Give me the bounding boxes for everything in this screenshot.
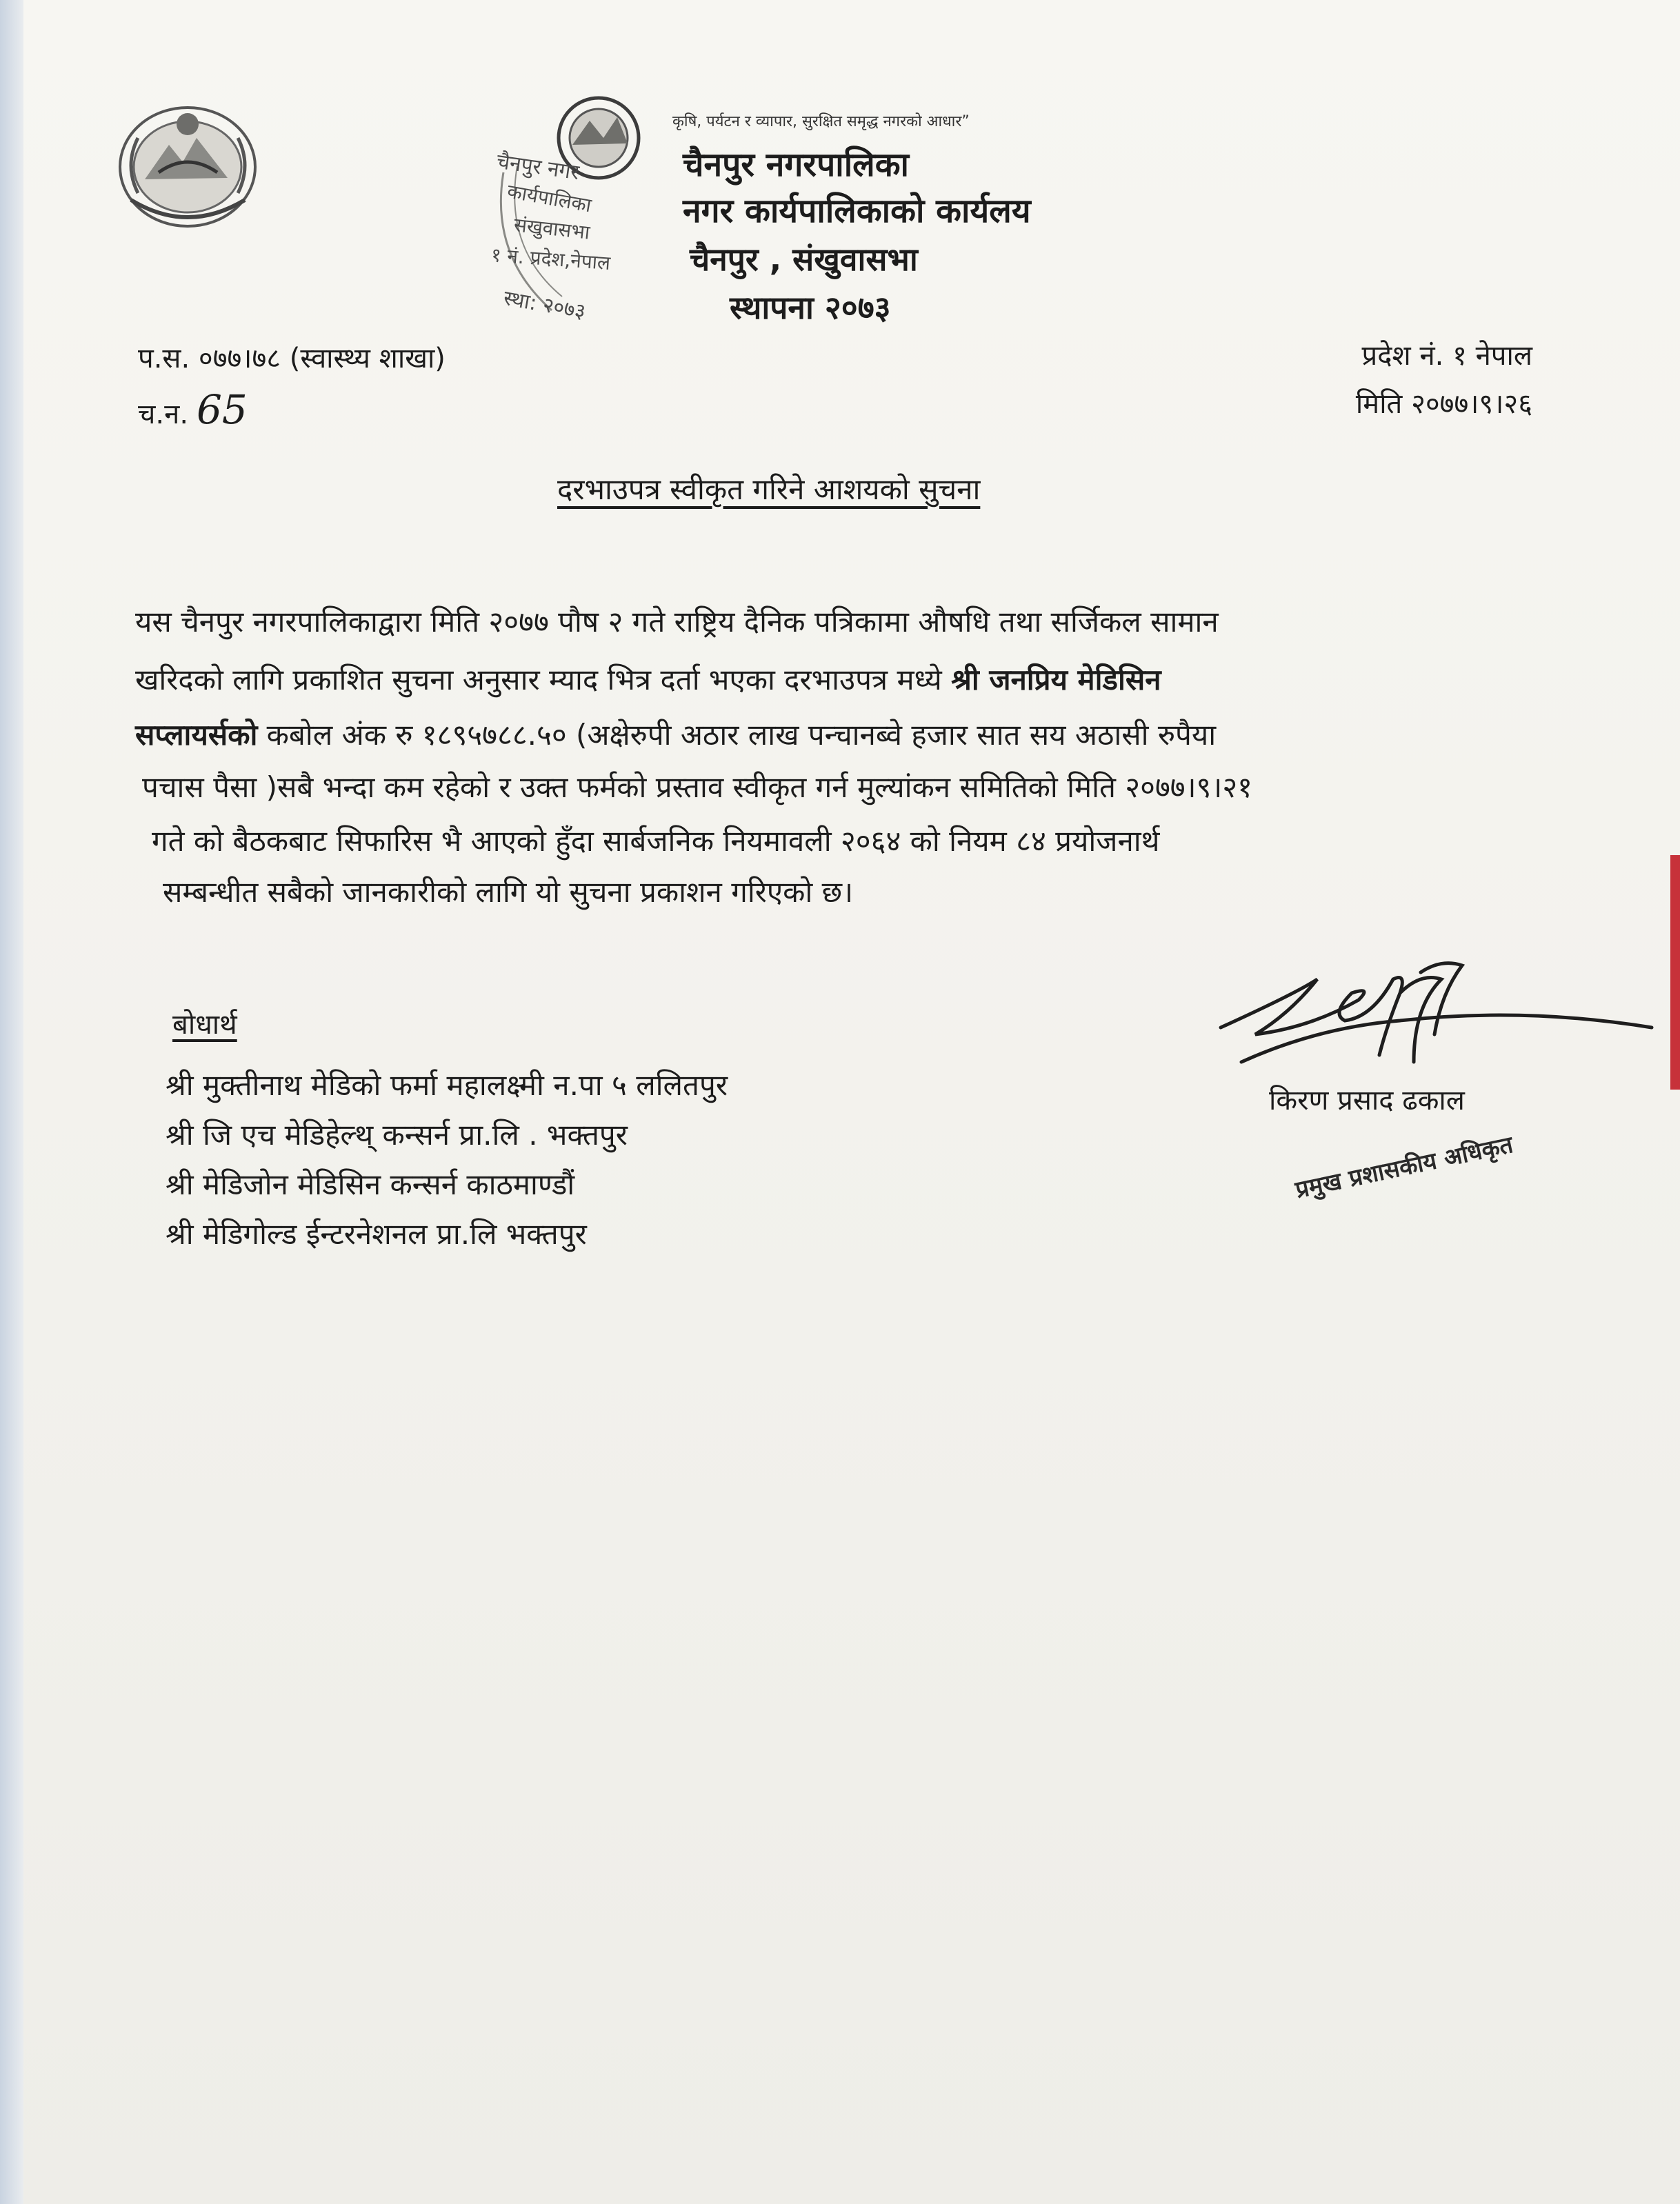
office-address: चैनपुर , संखुवासभा <box>690 241 918 278</box>
reference-number: प.स. ०७७।७८ (स्वास्थ्य शाखा) <box>138 343 446 374</box>
dispatch-number-handwritten: 65 <box>197 386 248 433</box>
body-line-6: सम्बन्धीत सबैको जानकारीको लागि यो सुचना प्रकाशन गरिएको छ। <box>163 875 853 909</box>
seal-text-line5: स्था: २०७३ <box>501 285 588 325</box>
cc-heading: बोधार्थ <box>172 1009 237 1041</box>
cc-item: श्री मुक्तीनाथ मेडिको फर्मा महालक्ष्मी न.पा ५ ललितपुर <box>166 1068 728 1102</box>
body-line-3 <box>135 714 1216 754</box>
seal-text-line3: संखुवासभा <box>512 213 591 244</box>
office-established: स्थापना २०७३ <box>730 289 891 326</box>
designation-stamp: प्रमुख प्रशासकीय अधिकृत <box>1292 1130 1516 1204</box>
dispatch-label: च.न. <box>138 399 189 430</box>
office-name: चैनपुर नगरपालिका <box>683 146 909 184</box>
seal-text-line2: कार्यपालिका <box>505 179 593 217</box>
body-line-3-text: कबोल अंक रु १८९५७८८.५० (अक्षेरुपी अठार लाख पन्चानब्वे हजार सात सय अठासी रुपैया <box>257 718 1217 752</box>
letterhead-slogan: कृषि, पर्यटन र व्यापार, सुरक्षित समृद्ध नगरको आधार” <box>672 113 970 130</box>
scan-edge-right <box>1670 855 1680 1090</box>
body-line-2-text: खरिदको लागि प्रकाशित सुचना अनुसार म्याद भित्र दर्ता भएका दरभाउपत्र मध्ये <box>135 663 952 697</box>
body-line-5: गते को बैठकबाट सिफारिस भै आएको हुँदा सार्बजनिक नियमावली २०६४ को नियम ८४ प्रयोजनार्थ <box>152 824 1160 858</box>
body-line-4: पचास पैसा )सबै भन्दा कम रहेको र उक्त फर्मको प्रस्ताव स्वीकृत गर्न मुल्यांकन समितिको मिति २०७७।९।२१ <box>142 770 1252 804</box>
scan-edge-left <box>0 0 23 2204</box>
body-line-2 <box>135 659 1161 699</box>
cc-item: श्री जि एच मेडिहेल्थ् कन्सर्न प्रा.लि . भक्तपुर <box>166 1118 628 1152</box>
cc-item: श्री मेडिजोन मेडिसिन कन्सर्न काठमाण्डौं <box>166 1168 575 1201</box>
office-subtitle: नगर कार्यपालिकाको कार्यलय <box>683 192 1031 230</box>
nepal-emblem-logo <box>110 97 266 234</box>
province-label: प्रदेश नं. १ नेपाल <box>1361 340 1532 372</box>
notice-title: दरभाउपत्र स्वीकृत गरिने आशयको सुचना <box>557 472 981 506</box>
letter-date: मिति २०७७।९।२६ <box>1355 388 1532 420</box>
signer-name: किरण प्रसाद ढकाल <box>1269 1085 1465 1116</box>
seal-text-line1: चैनपुर नगर <box>494 149 581 186</box>
supplier-name-part2: सप्लायर्सको <box>135 718 258 752</box>
seal-text-line4: १ नं. प्रदेश,नेपाल <box>490 243 612 275</box>
cc-item: श्री मेडिगोल्ड ईन्टरनेशनल प्रा.लि भक्तपुर <box>166 1217 587 1251</box>
supplier-name-part1: श्री जनप्रिय मेडिसिन <box>951 663 1161 697</box>
handwritten-signature <box>1214 952 1655 1090</box>
body-line-1: यस चैनपुर नगरपालिकाद्वारा मिति २०७७ पौष २ गते राष्ट्रिय दैनिक पत्रिकामा औषधि तथा सर्जिकल सामान <box>135 605 1219 639</box>
dispatch-number <box>138 386 248 433</box>
